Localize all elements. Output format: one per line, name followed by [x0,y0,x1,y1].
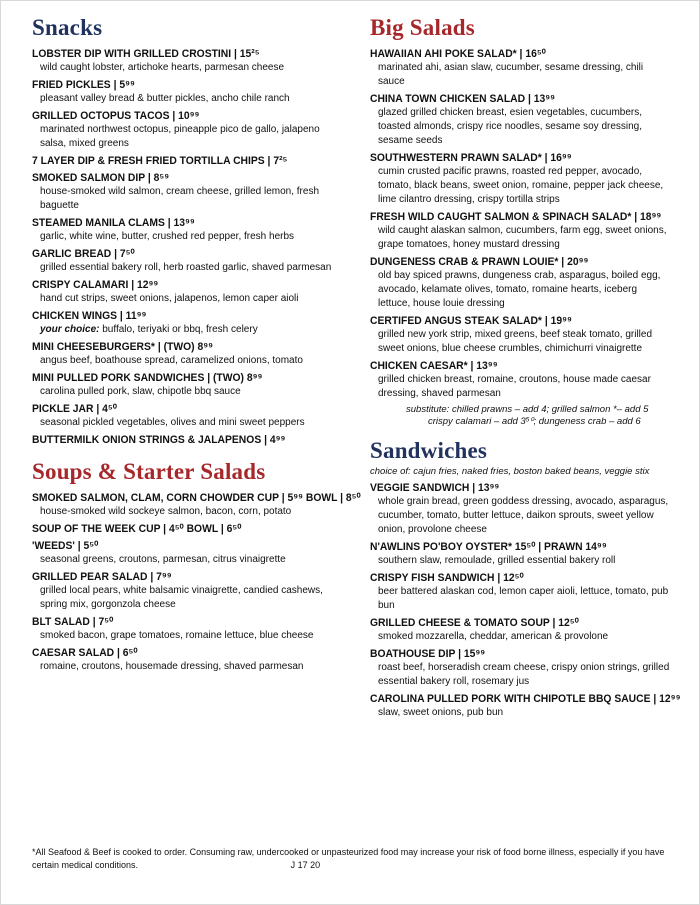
menu-item [32,539,332,567]
menu-item-description: romaine, croutons, housemade dressing, shaved parmesan [40,661,304,672]
footer-disclaimer: *All Seafood & Beef is cooked to order. Consuming raw, undercooked or unpasteurized food may increase your risk of food borne illness, especially if you have certain medical conditions. [32,847,665,870]
menu-item-title: BOATHOUSE DIP | 15⁹⁹ [370,648,486,660]
menu-item-description [32,323,332,337]
menu-item-title: 7 LAYER DIP & FRESH FRIED TORTILLA CHIPS | 7²⁵ [32,155,288,167]
menu-item-description: marinated ahi, asian slaw, cucumber, sesame dressing, chili sauce [378,62,644,87]
menu-item [32,570,332,612]
menu-item [370,210,672,252]
right-column [370,15,681,723]
menu-item [370,255,672,311]
menu-item [32,433,332,447]
menu-item-description: wild caught lobster, artichoke hearts, parmesan cheese [40,62,285,73]
menu-item-description: grilled local pears, white balsamic vinaigrette, candied cashews, spring mix, gorgonzola cheese [40,585,323,610]
menu-item [370,151,672,207]
menu-item [32,371,332,399]
menu-item [32,78,332,106]
menu-item-description: carolina pulled pork, slaw, chipotle bbq sauce [40,386,241,397]
menu-item-title: CHICKEN CAESAR* | 13⁹⁹ [370,360,498,372]
menu-item [370,92,672,148]
menu-item-title: CHINA TOWN CHICKEN SALAD | 13⁹⁹ [370,93,556,105]
menu-item [370,647,672,689]
snacks-heading: Snacks [32,15,103,40]
menu-item [32,216,332,244]
menu-item [32,278,332,306]
menu-item-title: BUTTERMILK ONION STRINGS & JALAPENOS | 4⁹⁹ [32,434,286,446]
left-column [32,15,361,677]
menu-item-title: GRILLED PEAR SALAD | 7⁹⁹ [32,571,172,583]
menu-item-title: PICKLE JAR | 4⁵⁰ [32,403,117,415]
menu-item-title: HAWAIIAN AHI POKE SALAD* | 16⁵⁰ [370,48,546,60]
menu-item [32,402,332,430]
menu-item-title: CAESAR SALAD | 6⁵⁰ [32,647,138,659]
soups-list [32,491,361,674]
menu-item [32,154,332,168]
menu-item-title: 'WEEDS' | 5⁵⁰ [32,540,99,552]
menu-item-description: whole grain bread, green goddess dressing, avocado, asparagus, cucumber, tomato, butter lettuce, daikon sprouts, sweet yellow onion, provolone cheese [378,496,669,535]
menu-item-title: LOBSTER DIP WITH GRILLED CROSTINI | 15²⁵ [32,48,260,60]
menu-item-description: old bay spiced prawns, dungeness crab, asparagus, boiled egg, avocado, kelamate olives, tomato, romaine hearts, iceberg lettuce, house louie dressing [378,270,661,309]
menu-item-title: SMOKED SALMON DIP | 8⁵⁹ [32,172,170,184]
big-salads-list [370,47,672,401]
menu-item [32,171,332,213]
menu-item [32,615,332,643]
menu-item-title: CRISPY FISH SANDWICH | 12⁵⁰ [370,572,524,584]
menu-item-description: angus beef, boathouse spread, caramelized onions, tomato [40,355,303,366]
menu-item-title: FRIED PICKLES | 5⁹⁹ [32,79,135,91]
menu-item-description: pleasant valley bread & butter pickles, ancho chile ranch [40,93,290,104]
sandwiches-heading: Sandwiches [370,438,488,463]
menu-item-choice-text: buffalo, teriyaki or bbq, fresh celery [99,324,258,335]
menu-item-title: CAROLINA PULLED PORK WITH CHIPOTLE BBQ SAUCE | 12⁹⁹ [370,693,681,705]
snacks-list [32,47,332,447]
menu-item-description: house-smoked wild salmon, cream cheese, grilled lemon, fresh baguette [40,186,320,211]
menu-item-description: marinated northwest octopus, pineapple pico de gallo, jalapeno salsa, mixed greens [40,124,320,149]
menu-item [370,540,672,568]
menu-item-title: GRILLED OCTOPUS TACOS | 10⁹⁹ [32,110,200,122]
menu-item-title: SMOKED SALMON, CLAM, CORN CHOWDER CUP | 5⁹⁹ BOWL | 8⁵⁰ [32,492,361,504]
menu-item-title: MINI CHEESEBURGERS* | (TWO) 8⁹⁹ [32,341,214,353]
menu-item-description: garlic, white wine, butter, crushed red pepper, fresh herbs [40,231,295,242]
menu-item-title: VEGGIE SANDWICH | 13⁹⁹ [370,482,500,494]
menu-item-title: MINI PULLED PORK SANDWICHES | (TWO) 8⁹⁹ [32,372,263,384]
menu-item [370,359,672,401]
big-salads-heading: Big Salads [370,15,475,40]
sandwich-side-choice: choice of: cajun fries, naked fries, boston baked beans, veggie stix [370,466,650,477]
menu-item [370,314,672,356]
substitute-note-1: substitute: chilled prawns – add 4; grilled salmon *– add 5 [406,404,649,415]
menu-item-title: SOUTHWESTERN PRAWN SALAD* | 16⁹⁹ [370,152,572,164]
substitute-note-2: crispy calamari – add 3⁵⁰; dungeness crab – add 6 [428,416,641,427]
menu-item-title: SOUP OF THE WEEK CUP | 4⁵⁰ BOWL | 6⁵⁰ [32,523,242,535]
menu-item-description: glazed grilled chicken breast, esien vegetables, cucumbers, toasted almonds, crispy rice noodles, sesame soy dressing, sesame seeds [378,107,643,146]
menu-item-description: beer battered alaskan cod, lemon caper aioli, lettuce, tomato, pub bun [378,586,669,611]
menu-item-title: DUNGENESS CRAB & PRAWN LOUIE* | 20⁹⁹ [370,256,589,268]
menu-item [370,571,672,613]
menu-item-title: GRILLED CHEESE & TOMATO SOUP | 12⁵⁰ [370,617,579,629]
menu-item-description: seasonal pickled vegetables, olives and mini sweet peppers [40,417,305,428]
menu-item [32,491,361,519]
menu-item-description: roast beef, horseradish cream cheese, crispy onion strings, grilled essential bakery roll, rosemary jus [378,662,670,687]
menu-item-title: STEAMED MANILA CLAMS | 13⁹⁹ [32,217,195,229]
menu-item-title: N'AWLINS PO'BOY OYSTER* 15⁵⁰ | PRAWN 14⁹⁹ [370,541,607,553]
menu-item [370,481,672,537]
menu-item [32,47,332,75]
footer [32,846,672,872]
menu-item-title: CRISPY CALAMARI | 12⁹⁹ [32,279,159,291]
menu-item [32,646,332,674]
menu-item-description: grilled essential bakery roll, herb roasted garlic, shaved parmesan [40,262,332,273]
menu-item-description: southern slaw, remoulade, grilled essential bakery roll [378,555,616,566]
menu-item-description: wild caught alaskan salmon, cucumbers, farm egg, sweet onions, grape tomatoes, honey mustard dressing [378,225,667,250]
menu-item [32,247,332,275]
menu-item-title: CERTIFED ANGUS STEAK SALAD* | 19⁹⁹ [370,315,572,327]
menu-item-description: smoked mozzarella, cheddar, american & provolone [378,631,609,642]
menu-item-description: smoked bacon, grape tomatoes, romaine lettuce, blue cheese [40,630,314,641]
menu-item [32,109,332,151]
menu-item-title: CHICKEN WINGS | 11⁹⁹ [32,310,147,322]
menu-item-title: BLT SALAD | 7⁵⁰ [32,616,114,628]
menu-item-title: GARLIC BREAD | 7⁵⁰ [32,248,135,260]
menu-item [32,309,332,337]
menu-item-title: FRESH WILD CAUGHT SALMON & SPINACH SALAD* | 18⁹⁹ [370,211,662,223]
menu-item-description: house-smoked wild sockeye salmon, bacon, corn, potato [40,506,292,517]
soups-heading: Soups & Starter Salads [32,459,266,484]
menu-item-description: grilled new york strip, mixed greens, beef steak tomato, grilled sweet onions, blue cheese crumbles, chimichurri vinaigrette [378,329,653,354]
menu-item [370,47,672,89]
menu-item [370,692,681,720]
menu-item-description: slaw, sweet onions, pub bun [378,707,504,718]
sandwiches-list [370,481,681,720]
menu-code: J 17 20 [290,860,321,870]
menu-item-description: seasonal greens, croutons, parmesan, citrus vinaigrette [40,554,286,565]
menu-item-choice-label: your choice: [40,324,100,335]
menu-item-description: grilled chicken breast, romaine, croutons, house made caesar dressing, shaved parmesan [378,374,651,399]
menu-item [370,616,672,644]
menu-item [32,340,332,368]
menu-item [32,522,332,536]
menu-item-description: cumin crusted pacific prawns, roasted red pepper, avocado, tomato, black beans, sweet onion, romaine, pepper jack cheese, lime cilantro dressing, crispy tortilla strips [378,166,664,205]
menu-item-description: hand cut strips, sweet onions, jalapenos, lemon caper aioli [40,293,299,304]
